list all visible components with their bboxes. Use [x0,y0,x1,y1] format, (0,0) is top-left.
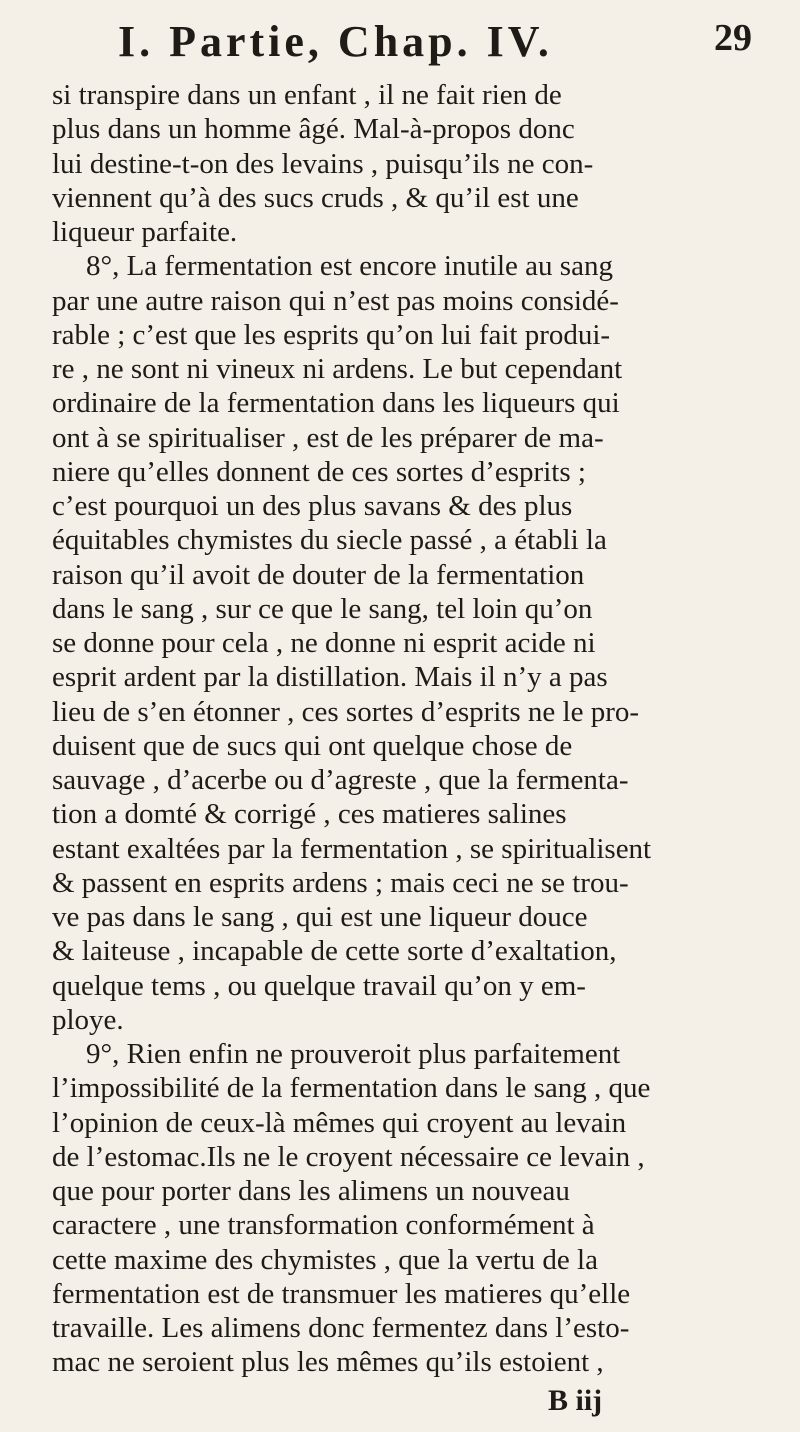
text-line: rable ; c’est que les esprits qu’on lui fait produi- [52,318,611,351]
text-line: de l’estomac.Ils ne le croyent nécessaire ce levain , [52,1140,645,1173]
body-text [52,78,767,1380]
text-line: plus dans un homme âgé. Mal-à-propos donc [52,113,575,146]
text-line: sauvage , d’acerbe ou d’agreste , que la fermenta- [52,764,629,796]
text-line: ploye. [52,1003,124,1036]
text-line: travaille. Les alimens donc fermentez dans l’esto- [52,1312,630,1344]
text-line: c’est pourquoi un des plus savans & des plus [52,490,573,522]
text-line: raison qu’il avoit de douter de la fermentation [52,558,585,591]
text-line: ordinaire de la fermentation dans les liqueurs qui [52,387,620,420]
page-header [0,16,800,76]
text-line: 9°, Rien enfin ne prouveroit plus parfaitement [86,1038,621,1070]
text-line: liqueur parfaite. [52,216,238,248]
text-line: que pour porter dans les alimens un nouveau [52,1175,570,1207]
text-line: par une autre raison qui n’est pas moins considé- [52,284,619,317]
text-line: cette maxime des chymistes , que la vertu de la [52,1243,598,1276]
text-line: l’opinion de ceux-là mêmes qui croyent au levain [52,1106,627,1139]
text-line: duisent que de sucs qui ont quelque chose de [52,729,573,762]
text-line: l’impossibilité de la fermentation dans le sang , que [52,1072,651,1105]
text-line: mac ne seroient plus les mêmes qu’ils estoient , [52,1346,604,1379]
text-line: ont à se spiritualiser , est de les préparer de ma- [52,421,604,454]
page-number: 29 [714,17,752,59]
text-line: viennent qu’à des sucs cruds , & qu’il est une [52,181,579,214]
text-line: dans le sang , sur ce que le sang, tel loin qu’on [52,592,593,625]
text-line: fermentation est de transmuer les matieres qu’elle [52,1277,631,1310]
text-line: 8°, La fermentation est encore inutile au sang [86,250,613,283]
text-line: estant exaltées par la fermentation , se spiritualisent [52,832,652,865]
text-line: se donne pour cela , ne donne ni esprit acide ni [52,627,596,659]
text-line: & passent en esprits ardens ; mais ceci ne se trou- [52,866,629,899]
text-line: lieu de s’en étonner , ces sortes d’esprits ne le pro- [52,695,640,728]
running-head: I. Partie, Chap. IV. [118,17,553,66]
signature-mark: B iij [548,1384,603,1417]
text-line: re , ne sont ni vineux ni ardens. Le but cependant [52,353,623,385]
text-line: si transpire dans un enfant , il ne fait rien de [52,79,562,111]
text-line: caractere , une transformation conformément à [52,1209,595,1242]
text-line: lui destine-t-on des levains , puisqu’ils ne con- [52,147,594,180]
text-line: ve pas dans le sang , qui est une liqueur douce [52,901,588,933]
text-line: tion a domté & corrigé , ces matieres salines [52,798,567,831]
text-line: équitables chymistes du siecle passé , a établi la [52,524,607,557]
text-line: & laiteuse , incapable de cette sorte d’exaltation, [52,935,617,968]
text-line: quelque tems , ou quelque travail qu’on y em- [52,969,586,1002]
text-line: esprit ardent par la distillation. Mais il n’y a pas [52,661,608,694]
text-line: niere qu’elles donnent de ces sortes d’esprits ; [52,455,586,488]
